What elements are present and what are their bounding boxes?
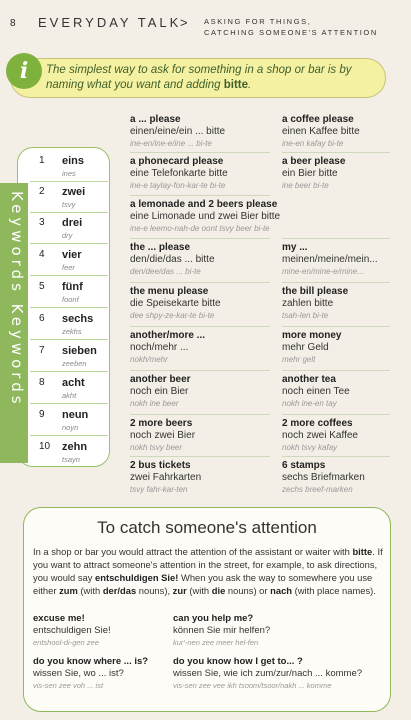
phrase-divider: [130, 370, 270, 371]
number-divider: [30, 339, 108, 340]
phrase-german: noch einen Tee: [282, 386, 350, 397]
number-digit: 8: [39, 377, 45, 388]
phrase-pronunciation: mehr gelt: [282, 355, 316, 364]
number-divider: [30, 181, 108, 182]
phrase-english: a lemonade and 2 beers please: [130, 199, 278, 210]
number-pronunciation: zeeben: [62, 359, 87, 368]
phrase-right: [282, 114, 411, 149]
number-word: acht: [62, 377, 85, 389]
phrase-german: eine Telefonkarte bitte: [130, 168, 228, 179]
phrase-right: [282, 460, 411, 495]
subtitle-line-2: CATCHING SOMEONE'S ATTENTION: [204, 28, 378, 37]
phrase-english: 2 more coffees: [282, 418, 353, 429]
phrase-right: [282, 286, 411, 321]
phrase-right: [282, 156, 411, 191]
phrase-divider: [130, 238, 270, 239]
phrase-divider: [282, 370, 390, 371]
phrase-english: a beer please: [282, 156, 346, 167]
phrase-english: my ...: [282, 242, 308, 253]
number-digit: 6: [39, 313, 45, 324]
phrase-german: noch/mehr ...: [130, 342, 189, 353]
phrase-german: noch zwei Kaffee: [282, 430, 358, 441]
phrase-english: more money: [282, 330, 342, 341]
phrase-pronunciation: ine-en kafay bi-te: [282, 139, 344, 148]
phrase-english: another beer: [130, 374, 191, 385]
phrase-german: ein Bier bitte: [282, 168, 338, 179]
phrase-pronunciation: mine-en/mine-e/mine...: [282, 267, 364, 276]
phrase-pronunciation: nokh tsvy beer: [130, 443, 183, 452]
attention-body: In a shop or bar you would attract the attention of the assistant or waiter with bitte. If you want to attract someone's attention in the street, for example, to ask directions, you would say entschuldigen Sie! When you ask the way to somewhere you use either zum (with der/das nouns), zur (with die nouns) or nach (with place names).: [33, 546, 383, 596]
number-divider: [30, 435, 108, 436]
example-english: do you know how I get to... ?: [173, 656, 303, 667]
phrase-pronunciation: nokh ine-en tay: [282, 399, 337, 408]
phrase-english: 6 stamps: [282, 460, 326, 471]
phrase-left: [130, 330, 280, 365]
example-german: wissen Sie, wo ... ist?: [33, 668, 124, 679]
attention-example: [173, 656, 385, 691]
phrase-divider: [130, 456, 270, 457]
example-english: do you know where ... is?: [33, 656, 149, 667]
number-word: vier: [62, 249, 82, 261]
phrase-pronunciation: zechs breef-marken: [282, 485, 353, 494]
keywords-label: Keywords Keywords: [8, 191, 26, 408]
phrase-german: sechs Briefmarken: [282, 472, 365, 483]
number-word: zehn: [62, 441, 88, 453]
number-divider: [30, 307, 108, 308]
phrase-divider: [282, 152, 390, 153]
example-german: können Sie mir helfen?: [173, 625, 271, 636]
phrase-divider: [130, 414, 270, 415]
phrase-pronunciation: nokh ine beer: [130, 399, 179, 408]
number-word: sieben: [62, 345, 97, 357]
phrase-english: another tea: [282, 374, 336, 385]
number-pronunciation: zekhs: [62, 327, 82, 336]
phrase-english: the ... please: [130, 242, 191, 253]
phrase-pronunciation: nokh/mehr: [130, 355, 168, 364]
keywords-tab: [0, 183, 28, 463]
phrase-divider: [282, 326, 390, 327]
example-pronunciation: vis-sen zee voh ... ist: [33, 681, 104, 690]
number-digit: 9: [39, 409, 45, 420]
phrase-left: [130, 156, 280, 191]
breadcrumb-arrow: >: [180, 15, 188, 30]
number-pronunciation: tsayn: [62, 455, 80, 464]
phrase-divider: [130, 282, 270, 283]
phrase-divider: [282, 414, 390, 415]
number-digit: 3: [39, 217, 45, 228]
number-pronunciation: ines: [62, 169, 76, 178]
phrase-left: [130, 418, 280, 453]
phrase-english: the menu please: [130, 286, 209, 297]
phrase-pronunciation: ine-e taylay-fon-kar-te bi-te: [130, 181, 226, 190]
phrase-left: [130, 114, 280, 149]
phrase-pronunciation: ine-en/ine-e/ine ... bi-te: [130, 139, 212, 148]
phrase-left: [130, 199, 390, 234]
number-word: sechs: [62, 313, 94, 325]
number-divider: [30, 403, 108, 404]
phrase-english: the bill please: [282, 286, 349, 297]
phrase-german: die Speisekarte bitte: [130, 298, 221, 309]
number-pronunciation: foonf: [62, 295, 79, 304]
phrase-pronunciation: ine-e leemo-nah-de oont tsvy beer bi-te: [130, 224, 270, 233]
number-word: fünf: [62, 281, 83, 293]
attention-example: [173, 613, 385, 648]
phrase-divider: [282, 282, 390, 283]
phrase-english: a coffee please: [282, 114, 354, 125]
number-divider: [30, 371, 108, 372]
phrase-divider: [130, 152, 270, 153]
number-digit: 7: [39, 345, 45, 356]
tip-text: The simplest way to ask for something in a shop or bar is by naming what you want and adding bitte.: [46, 64, 352, 91]
phrase-german: einen Kaffee bitte: [282, 126, 360, 137]
phrase-divider: [282, 238, 390, 239]
phrase-right: [282, 418, 411, 453]
phrase-right: [282, 242, 411, 277]
number-digit: 5: [39, 281, 45, 292]
phrase-english: a phonecard please: [130, 156, 224, 167]
phrase-divider: [130, 195, 270, 196]
number-word: drei: [62, 217, 83, 229]
phrase-german: eine Limonade und zwei Bier bitte: [130, 211, 281, 222]
phrase-left: [130, 286, 280, 321]
phrase-right: [282, 374, 411, 409]
number-digit: 1: [39, 155, 45, 166]
number-divider: [30, 212, 108, 213]
example-german: wissen Sie, wie ich zum/zur/nach ... komme?: [173, 668, 363, 679]
example-pronunciation: entshool-di-gen zee: [33, 638, 99, 647]
phrase-german: einen/eine/ein ... bitte: [130, 126, 226, 137]
phrase-german: noch zwei Bier: [130, 430, 196, 441]
phrase-pronunciation: den/dee/das ... bi-te: [130, 267, 201, 276]
example-english: excuse me!: [33, 613, 85, 624]
phrase-german: noch ein Bier: [130, 386, 189, 397]
phrase-left: [130, 242, 280, 277]
number-word: eins: [62, 155, 85, 167]
number-pronunciation: noyn: [62, 423, 79, 432]
page-number: 8: [10, 18, 16, 29]
phrase-german: mehr Geld: [282, 342, 329, 353]
phrase-right: [282, 330, 411, 365]
example-pronunciation: vis-sen zee vee ikh tsoom/tsoor/nakh ... komme: [173, 681, 332, 690]
phrase-pronunciation: tsah-len bi-te: [282, 311, 329, 320]
number-word: zwei: [62, 186, 86, 198]
number-divider: [30, 275, 108, 276]
phrase-pronunciation: tsvy fahr-kar-ten: [130, 485, 188, 494]
number-pronunciation: feer: [62, 263, 75, 272]
phrase-divider: [130, 326, 270, 327]
section-subtitle: [204, 16, 378, 38]
number-pronunciation: dry: [62, 231, 73, 240]
subtitle-line-1: ASKING FOR THINGS,: [204, 17, 312, 26]
phrase-english: 2 more beers: [130, 418, 193, 429]
number-digit: 10: [39, 441, 51, 452]
number-digit: 2: [39, 186, 45, 197]
phrase-pronunciation: dee shpy-ze-kar-te bi-te: [130, 311, 215, 320]
number-pronunciation: tsvy: [62, 200, 76, 209]
number-divider: [30, 243, 108, 244]
phrase-pronunciation: nokh tsvy kafay: [282, 443, 338, 452]
number-pronunciation: akht: [62, 391, 77, 400]
phrase-german: zahlen bitte: [282, 298, 334, 309]
phrase-divider: [282, 456, 390, 457]
number-word: neun: [62, 409, 89, 421]
phrase-pronunciation: ine beer bi-te: [282, 181, 329, 190]
phrase-left: [130, 374, 280, 409]
phrase-english: another/more ...: [130, 330, 206, 341]
phrase-german: meinen/meine/mein...: [282, 254, 378, 265]
phrase-german: zwei Fahrkarten: [130, 472, 202, 483]
number-digit: 4: [39, 249, 45, 260]
example-pronunciation: kur'-nen zee meer hel-fen: [173, 638, 259, 647]
phrase-english: a ... please: [130, 114, 181, 125]
attention-title: To catch someone's attention: [97, 518, 317, 537]
phrase-left: [130, 460, 280, 495]
section-title: EVERYDAY TALK: [38, 15, 182, 30]
example-english: can you help me?: [173, 613, 254, 624]
info-icon: i: [6, 53, 42, 89]
phrase-german: den/die/das ... bitte: [130, 254, 215, 265]
phrase-english: 2 bus tickets: [130, 460, 191, 471]
example-german: entschuldigen Sie!: [33, 625, 111, 636]
